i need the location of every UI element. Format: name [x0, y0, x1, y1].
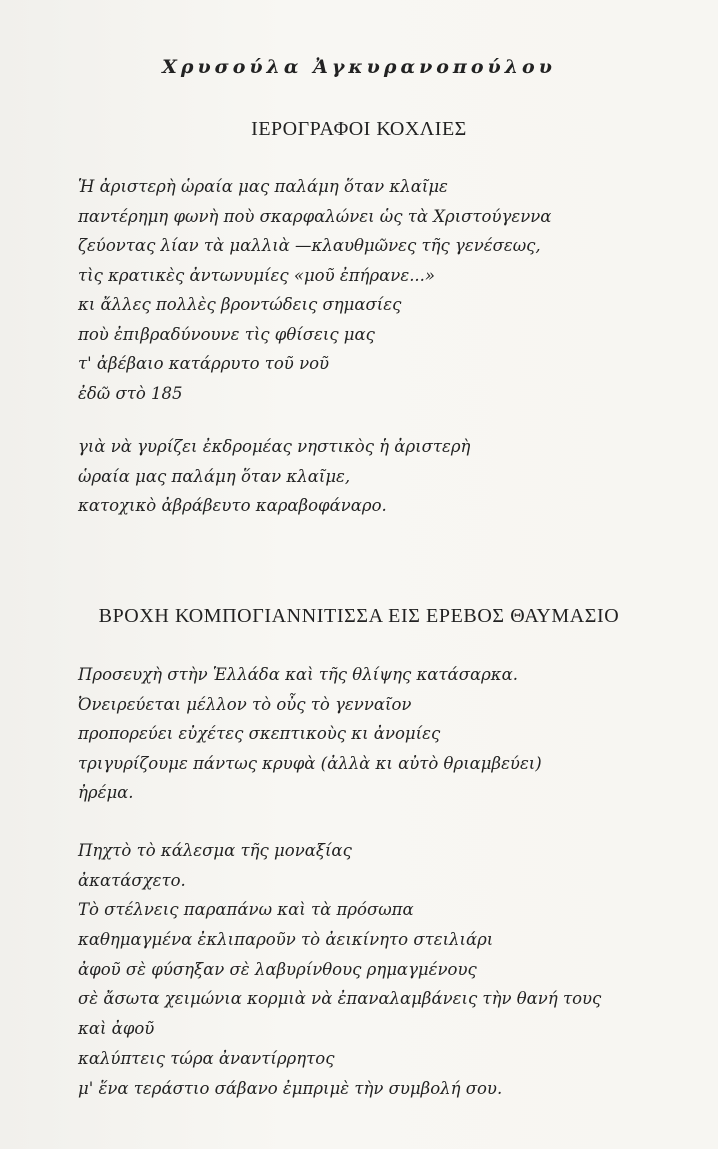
- poem-line: καὶ ἀφοῦ: [78, 1019, 155, 1039]
- poem-line: ἀκατάσχετο.: [78, 870, 186, 890]
- poem-title-2: ΒΡΟΧΗ ΚΟΜΠΟΓΙΑΝΝΙΤΙΣΣΑ ΕΙΣ ΕΡΕΒΟΣ ΘΑΥΜΑΣΙΟ: [98, 605, 620, 627]
- poem1-stanza-2: [78, 432, 698, 521]
- poem-line: Πηχτὸ τὸ κάλεσμα τῆς μοναξίας: [78, 841, 352, 860]
- poem2-stanza-2: [78, 836, 698, 1103]
- poem-line: τὶς κρατικὲς ἀντωνυμίες «μοῦ ἐπήρανε...»: [78, 265, 436, 285]
- poem-line: ἠρέμα.: [78, 783, 134, 802]
- poem-line: ποὺ ἐπιβραδύνουνε τὶς φθίσεις μας: [78, 324, 375, 344]
- poem-line: Τὸ στέλνεις παραπάνω καὶ τὰ πρόσωπα: [78, 900, 414, 920]
- poem-line: κατοχικὸ ἀβράβευτο καραβοφάναρο.: [78, 496, 387, 516]
- poem-line: Ὀνειρεύεται μέλλον τὸ οὖς τὸ γενναῖον: [78, 694, 412, 714]
- poem-line: Ἡ ἀριστερὴ ὡραία μας παλάμη ὅταν κλαῖμε: [78, 177, 448, 196]
- poem1-stanza-1: [78, 172, 698, 408]
- poem-line: τ' ἀβέβαιο κατάρρυτο τοῦ νοῦ: [78, 354, 330, 373]
- poem-line: μ' ἕνα τεράστιο σάβανο ἐμπριμὲ τὴν συμβολή σου.: [78, 1078, 503, 1098]
- poem-line: καλύπτεις τώρα ἀναντίρρητος: [78, 1048, 335, 1068]
- poem-line: ζεύοντας λίαν τὰ μαλλιὰ —κλαυθμῶνες τῆς γενέσεως,: [78, 236, 541, 255]
- poem-line: σὲ ἄσωτα χειμώνια κορμιὰ νὰ ἐπαναλαμβάνεις τὴν θανή τους: [78, 989, 602, 1009]
- poem-line: κι ἄλλες πολλὲς βροντώδεις σημασίες: [78, 295, 402, 314]
- poem-line: καθημαγμένα ἐκλιπαροῦν τὸ ἀεικίνητο στειλιάρι: [78, 930, 494, 950]
- poem-line: παντέρημη φωνὴ ποὺ σκαρφαλώνει ὡς τὰ Χριστούγεννα: [78, 206, 552, 226]
- poem-title-1: ΙΕΡΟΓΡΑΦΟΙ ΚΟΧΛΙΕΣ: [251, 118, 467, 140]
- poem2-stanza-1: [78, 660, 698, 808]
- poem-line: Προσευχὴ στὴν Ἑλλάδα καὶ τῆς θλίψης κατάσαρκα.: [78, 665, 519, 684]
- poem-line: ἀφοῦ σὲ φύσηξαν σὲ λαβυρίνθους ρημαγμένους: [78, 959, 477, 979]
- poem-line: τριγυρίζουμε πάντως κρυφὰ (ἀλλὰ κι αὐτὸ θριαμβεύει): [78, 753, 542, 773]
- poem-line: ὡραία μας παλάμη ὅταν κλαῖμε,: [78, 466, 351, 486]
- poem-line: προπορεύει εὐχέτες σκεπτικοὺς κι ἀνομίες: [78, 724, 441, 743]
- poem-line: ἐδῶ στὸ 185: [78, 383, 183, 403]
- poem-line: γιὰ νὰ γυρίζει ἐκδρομέας νηστικὸς ἡ ἀριστερὴ: [78, 437, 471, 456]
- author-name: Χρυσούλα Ἀγκυρανοπούλου: [162, 56, 556, 78]
